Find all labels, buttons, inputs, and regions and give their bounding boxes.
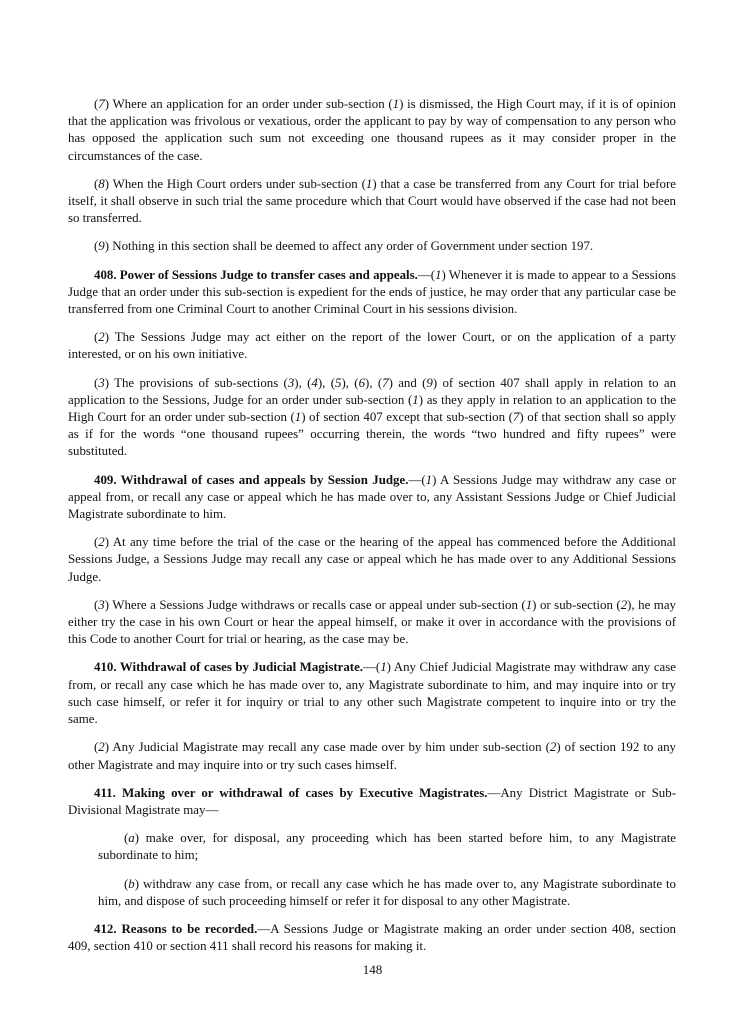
text-run: —( xyxy=(417,267,436,282)
italic-reference: 2 xyxy=(620,597,628,612)
text-run: ), ( xyxy=(341,375,359,390)
text-run: ) that a case be transferred from any Court for trial before itself, it shall observe in such trial the same procedure which that Court would have observed if the case had not been so transferred. xyxy=(68,176,676,226)
section-410-paragraph xyxy=(68,659,676,728)
text-run: ) A Sessions Judge may withdraw any case or appeal from, or recall any case or appeal which he has made over to, any Assistant Sessions Judge or Chief Judicial Magistrate subordinate to him. xyxy=(68,472,676,522)
italic-reference: 6 xyxy=(358,375,366,390)
italic-reference: 1 xyxy=(294,410,302,425)
text-run: ) make over, for disposal, any proceeding which has been started before him, to any Magistrate subordinate to him; xyxy=(98,831,676,863)
text-run: ( xyxy=(94,239,99,254)
section-412-paragraph xyxy=(68,921,676,955)
paragraph-409-2 xyxy=(68,534,676,586)
italic-reference: 2 xyxy=(98,740,105,755)
italic-reference: 7 xyxy=(512,410,520,425)
paragraph-408-3 xyxy=(68,375,676,461)
italic-reference: 1 xyxy=(425,472,433,487)
section-heading: 408. Power of Sessions Judge to transfer cases and appeals. xyxy=(94,267,418,282)
text-run: —( xyxy=(408,472,426,487)
italic-reference: 1 xyxy=(380,660,387,675)
section-411-paragraph xyxy=(68,785,676,819)
italic-reference: 2 xyxy=(98,535,105,550)
text-run: ) Nothing in this section shall be deemed to affect any order of Government under section 197. xyxy=(104,239,594,254)
paragraph-407-8 xyxy=(68,176,676,228)
text-run: ( xyxy=(94,176,99,191)
text-run: ) is dismissed, the High Court may, if it is of opinion that the application was frivolous or vexatious, order the applicant to pay by way of compensation to any person who has opposed the application such sum not exceeding one thousand rupees as it may consider proper in the circumstances of the case. xyxy=(68,97,676,163)
text-run: ) of that section shall so apply as if for the words “one thousand rupees” occurring therein, the words “two hundred and fifty rupees” were substituted. xyxy=(68,410,676,459)
text-run: ) as they apply in relation to an application to the High Court for an order under sub-section ( xyxy=(68,392,677,425)
paragraph-407-7 xyxy=(68,96,676,165)
text-run: ) of section 407 shall apply in relation to an application to the Sessions, Judge for an order under sub-section ( xyxy=(68,375,677,407)
italic-reference: 9 xyxy=(98,239,105,254)
text-run: ( xyxy=(124,876,129,891)
italic-reference: 8 xyxy=(98,176,105,191)
italic-reference: 5 xyxy=(335,375,342,390)
italic-reference: 2 xyxy=(549,740,557,755)
page-number: 148 xyxy=(362,962,383,977)
italic-reference: 1 xyxy=(365,176,373,191)
text-run: ( xyxy=(94,535,99,550)
paragraph-410-2 xyxy=(68,739,676,773)
text-run: ) withdraw any case from, or recall any case which he has made over to, any Magistrate subordinate to him, and dispose of such proceeding himself or refer it for disposal to any other Magistrate. xyxy=(98,876,676,908)
text-run: ) and ( xyxy=(388,375,427,390)
section-408-paragraph xyxy=(68,267,676,319)
section-heading: 412. Reasons to be recorded. xyxy=(94,921,258,936)
text-run: ) of section 407 except that sub-section ( xyxy=(301,410,513,425)
text-run: ), ( xyxy=(365,375,383,390)
text-run: —Any District Magistrate or Sub- Divisional Magistrate may— xyxy=(68,785,676,817)
text-run: ( xyxy=(94,375,99,390)
section-409-paragraph xyxy=(68,472,676,524)
italic-reference: 1 xyxy=(525,597,533,612)
text-run: ) Any Chief Judicial Magistrate may withdraw any case from, or recall any case which he has made over to, any Magistrate subordinate to him, and may inquire into or try such case himself, or refer it for inquiry or trial to any other such Magistrate competent to inquire into or try the same. xyxy=(68,660,676,727)
text-run: ( xyxy=(94,597,99,612)
document-page xyxy=(68,96,676,966)
text-run: ) The provisions of sub-sections ( xyxy=(104,375,288,390)
italic-reference: 1 xyxy=(435,267,442,282)
text-run: ( xyxy=(124,831,129,846)
text-run: ( xyxy=(94,97,99,111)
text-run: ), ( xyxy=(317,375,335,390)
text-run: ), he may either try the case in his own Court or hear the appeal himself, or make it over in accordance with the provisions of this Code to another Court for trial or hearing, as the case may be. xyxy=(68,597,676,647)
italic-reference: 9 xyxy=(426,375,433,390)
text-run: ) The Sessions Judge may act either on the report of the lower Court, or on the application of a party interested, or on his own initiative. xyxy=(68,330,676,362)
italic-reference: 1 xyxy=(392,97,400,111)
text-run: ) At any time before the trial of the case or the hearing of the appeal has commenced before the Additional Sessions Judge, a Sessions Judge may recall any case or appeal which he has made over to any Additional Sessions Judge. xyxy=(68,535,676,584)
text-run: ) or sub-section ( xyxy=(532,597,621,612)
italic-reference: 7 xyxy=(382,375,389,390)
section-heading: 411. Making over or withdrawal of cases by Executive Magistrates. xyxy=(94,785,488,800)
italic-reference: 3 xyxy=(98,597,105,612)
text-run: ) When the High Court orders under sub-section ( xyxy=(104,176,366,191)
italic-reference: 1 xyxy=(412,392,419,407)
italic-reference: b xyxy=(128,876,135,891)
text-run: ) of section 192 to any other Magistrate and may inquire into or try such cases himself. xyxy=(68,740,677,772)
italic-reference: 2 xyxy=(98,330,105,345)
text-run: ) Any Judicial Magistrate may recall any case made over by him under sub-section ( xyxy=(104,740,550,755)
text-run: —A Sessions Judge or Magistrate making an order under section 408, section 409, section 410 or section 411 shall record his reasons for making it. xyxy=(68,921,676,954)
paragraph-409-3 xyxy=(68,597,676,649)
text-run: ) Where a Sessions Judge withdraws or recalls case or appeal under sub-section ( xyxy=(104,597,526,612)
text-run: ) Where an application for an order under sub-section ( xyxy=(104,97,393,111)
text-run: ( xyxy=(94,740,99,755)
italic-reference: 3 xyxy=(98,375,105,390)
paragraph-408-2 xyxy=(68,329,676,363)
clause-411-a xyxy=(68,830,676,864)
text-run: ), ( xyxy=(294,375,312,390)
italic-reference: 3 xyxy=(287,375,295,390)
italic-reference: 7 xyxy=(98,97,105,111)
section-heading: 409. Withdrawal of cases and appeals by Session Judge. xyxy=(94,472,409,487)
italic-reference: a xyxy=(128,831,135,846)
paragraph-407-9 xyxy=(68,238,676,255)
section-heading: 410. Withdrawal of cases by Judicial Magistrate. xyxy=(94,660,364,675)
text-run: ( xyxy=(94,330,99,345)
italic-reference: 4 xyxy=(311,375,318,390)
text-run: —( xyxy=(363,660,381,675)
clause-411-b xyxy=(68,876,676,910)
text-run: ) Whenever it is made to appear to a Sessions Judge that an order under this sub-section is expedient for the ends of justice, he may order that any particular case be transferred from one Criminal Court to another Criminal Court in his sessions division. xyxy=(68,267,676,317)
